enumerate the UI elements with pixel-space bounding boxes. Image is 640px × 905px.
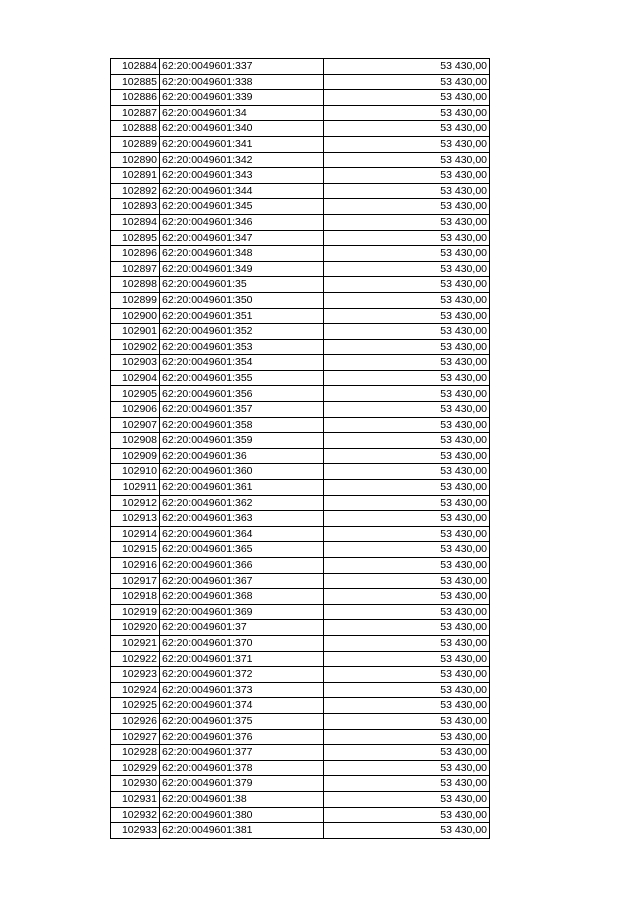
cadastral-number-cell: 62:20:0049601:38 [160,791,324,807]
table-row [111,370,490,386]
cadastral-number-cell: 62:20:0049601:370 [160,635,324,651]
value-cell: 53 430,00 [324,589,490,605]
table-row [111,417,490,433]
cadastral-number-cell: 62:20:0049601:338 [160,74,324,90]
value-cell: 53 430,00 [324,480,490,496]
cadastral-number-cell: 62:20:0049601:361 [160,480,324,496]
cadastral-number-cell: 62:20:0049601:381 [160,823,324,839]
value-cell: 53 430,00 [324,168,490,184]
value-cell: 53 430,00 [324,183,490,199]
table-row [111,729,490,745]
value-cell: 53 430,00 [324,433,490,449]
row-number-cell: 102890 [111,152,160,168]
cadastral-number-cell: 62:20:0049601:377 [160,745,324,761]
row-number-cell: 102919 [111,604,160,620]
row-number-cell: 102896 [111,246,160,262]
table-row [111,168,490,184]
value-cell: 53 430,00 [324,59,490,75]
row-number-cell: 102928 [111,745,160,761]
table-row [111,558,490,574]
table-row [111,542,490,558]
cadastral-number-cell: 62:20:0049601:358 [160,417,324,433]
row-number-cell: 102903 [111,355,160,371]
table-row [111,355,490,371]
table-row [111,277,490,293]
table-row [111,745,490,761]
row-number-cell: 102932 [111,807,160,823]
table-body [111,59,490,839]
value-cell: 53 430,00 [324,339,490,355]
table-row [111,448,490,464]
table-row [111,183,490,199]
value-cell: 53 430,00 [324,448,490,464]
value-cell: 53 430,00 [324,105,490,121]
value-cell: 53 430,00 [324,526,490,542]
value-cell: 53 430,00 [324,386,490,402]
row-number-cell: 102897 [111,261,160,277]
cadastral-number-cell: 62:20:0049601:373 [160,682,324,698]
row-number-cell: 102899 [111,292,160,308]
cadastral-number-cell: 62:20:0049601:364 [160,526,324,542]
value-cell: 53 430,00 [324,277,490,293]
table-row [111,339,490,355]
value-cell: 53 430,00 [324,308,490,324]
row-number-cell: 102923 [111,667,160,683]
cadastral-number-cell: 62:20:0049601:35 [160,277,324,293]
cadastral-number-cell: 62:20:0049601:366 [160,558,324,574]
table-row [111,59,490,75]
row-number-cell: 102918 [111,589,160,605]
table-row [111,199,490,215]
cadastral-number-cell: 62:20:0049601:362 [160,495,324,511]
cadastral-number-cell: 62:20:0049601:341 [160,136,324,152]
value-cell: 53 430,00 [324,729,490,745]
value-cell: 53 430,00 [324,807,490,823]
cadastral-number-cell: 62:20:0049601:344 [160,183,324,199]
row-number-cell: 102913 [111,511,160,527]
row-number-cell: 102891 [111,168,160,184]
value-cell: 53 430,00 [324,511,490,527]
value-cell: 53 430,00 [324,651,490,667]
value-cell: 53 430,00 [324,136,490,152]
row-number-cell: 102920 [111,620,160,636]
row-number-cell: 102894 [111,214,160,230]
cadastral-number-cell: 62:20:0049601:359 [160,433,324,449]
row-number-cell: 102898 [111,277,160,293]
row-number-cell: 102904 [111,370,160,386]
table-row [111,573,490,589]
value-cell: 53 430,00 [324,823,490,839]
cadastral-number-cell: 62:20:0049601:372 [160,667,324,683]
cadastral-number-cell: 62:20:0049601:369 [160,604,324,620]
value-cell: 53 430,00 [324,698,490,714]
value-cell: 53 430,00 [324,90,490,106]
cadastral-number-cell: 62:20:0049601:356 [160,386,324,402]
value-cell: 53 430,00 [324,791,490,807]
value-cell: 53 430,00 [324,745,490,761]
row-number-cell: 102929 [111,760,160,776]
value-cell: 53 430,00 [324,464,490,480]
value-cell: 53 430,00 [324,417,490,433]
row-number-cell: 102922 [111,651,160,667]
cadastral-number-cell: 62:20:0049601:368 [160,589,324,605]
row-number-cell: 102907 [111,417,160,433]
row-number-cell: 102885 [111,74,160,90]
value-cell: 53 430,00 [324,214,490,230]
row-number-cell: 102926 [111,713,160,729]
cadastral-number-cell: 62:20:0049601:367 [160,573,324,589]
value-cell: 53 430,00 [324,713,490,729]
table-row [111,246,490,262]
row-number-cell: 102911 [111,480,160,496]
table-row [111,433,490,449]
table-row [111,635,490,651]
table-row [111,136,490,152]
cadastral-number-cell: 62:20:0049601:37 [160,620,324,636]
table-row [111,791,490,807]
row-number-cell: 102893 [111,199,160,215]
value-cell: 53 430,00 [324,261,490,277]
cadastral-number-cell: 62:20:0049601:347 [160,230,324,246]
value-cell: 53 430,00 [324,542,490,558]
cadastral-number-cell: 62:20:0049601:343 [160,168,324,184]
table-row [111,74,490,90]
table-row [111,807,490,823]
table-row [111,121,490,137]
value-cell: 53 430,00 [324,760,490,776]
cadastral-number-cell: 62:20:0049601:363 [160,511,324,527]
value-cell: 53 430,00 [324,604,490,620]
value-cell: 53 430,00 [324,495,490,511]
row-number-cell: 102905 [111,386,160,402]
row-number-cell: 102909 [111,448,160,464]
row-number-cell: 102924 [111,682,160,698]
cadastral-number-cell: 62:20:0049601:354 [160,355,324,371]
row-number-cell: 102901 [111,324,160,340]
row-number-cell: 102886 [111,90,160,106]
cadastral-number-cell: 62:20:0049601:34 [160,105,324,121]
row-number-cell: 102895 [111,230,160,246]
value-cell: 53 430,00 [324,230,490,246]
table-row [111,292,490,308]
table-row [111,464,490,480]
value-cell: 53 430,00 [324,355,490,371]
row-number-cell: 102887 [111,105,160,121]
cadastral-number-cell: 62:20:0049601:371 [160,651,324,667]
cadastral-number-cell: 62:20:0049601:351 [160,308,324,324]
value-cell: 53 430,00 [324,199,490,215]
value-cell: 53 430,00 [324,246,490,262]
table-row [111,682,490,698]
row-number-cell: 102912 [111,495,160,511]
table-row [111,261,490,277]
cadastral-number-cell: 62:20:0049601:380 [160,807,324,823]
row-number-cell: 102930 [111,776,160,792]
value-cell: 53 430,00 [324,402,490,418]
value-cell: 53 430,00 [324,152,490,168]
table-row [111,589,490,605]
value-cell: 53 430,00 [324,324,490,340]
value-cell: 53 430,00 [324,620,490,636]
cadastral-number-cell: 62:20:0049601:348 [160,246,324,262]
cadastral-number-cell: 62:20:0049601:374 [160,698,324,714]
cadastral-number-cell: 62:20:0049601:365 [160,542,324,558]
cadastral-number-cell: 62:20:0049601:353 [160,339,324,355]
table-row [111,713,490,729]
table-row [111,667,490,683]
value-cell: 53 430,00 [324,667,490,683]
table-row [111,604,490,620]
cadastral-number-cell: 62:20:0049601:36 [160,448,324,464]
row-number-cell: 102914 [111,526,160,542]
cadastral-number-cell: 62:20:0049601:360 [160,464,324,480]
table-row [111,308,490,324]
cadastral-number-cell: 62:20:0049601:345 [160,199,324,215]
row-number-cell: 102908 [111,433,160,449]
row-number-cell: 102884 [111,59,160,75]
cadastral-number-cell: 62:20:0049601:352 [160,324,324,340]
table-row [111,230,490,246]
table-row [111,526,490,542]
table-row [111,324,490,340]
row-number-cell: 102902 [111,339,160,355]
row-number-cell: 102900 [111,308,160,324]
table-row [111,386,490,402]
cadastral-number-cell: 62:20:0049601:350 [160,292,324,308]
table-row [111,698,490,714]
table-row [111,152,490,168]
cadastral-number-cell: 62:20:0049601:339 [160,90,324,106]
value-cell: 53 430,00 [324,292,490,308]
row-number-cell: 102915 [111,542,160,558]
row-number-cell: 102906 [111,402,160,418]
data-table [110,58,490,839]
table-row [111,823,490,839]
cadastral-number-cell: 62:20:0049601:355 [160,370,324,386]
row-number-cell: 102892 [111,183,160,199]
row-number-cell: 102921 [111,635,160,651]
table-row [111,402,490,418]
cadastral-number-cell: 62:20:0049601:376 [160,729,324,745]
value-cell: 53 430,00 [324,573,490,589]
table-row [111,495,490,511]
cadastral-number-cell: 62:20:0049601:337 [160,59,324,75]
value-cell: 53 430,00 [324,635,490,651]
row-number-cell: 102931 [111,791,160,807]
table-row [111,105,490,121]
cadastral-number-cell: 62:20:0049601:349 [160,261,324,277]
value-cell: 53 430,00 [324,370,490,386]
value-cell: 53 430,00 [324,121,490,137]
value-cell: 53 430,00 [324,682,490,698]
row-number-cell: 102927 [111,729,160,745]
cadastral-number-cell: 62:20:0049601:346 [160,214,324,230]
cadastral-number-cell: 62:20:0049601:357 [160,402,324,418]
table-row [111,760,490,776]
table-row [111,651,490,667]
table-row [111,620,490,636]
table-row [111,776,490,792]
cadastral-number-cell: 62:20:0049601:340 [160,121,324,137]
value-cell: 53 430,00 [324,74,490,90]
table-row [111,90,490,106]
cadastral-number-cell: 62:20:0049601:379 [160,776,324,792]
table-row [111,214,490,230]
row-number-cell: 102889 [111,136,160,152]
cadastral-number-cell: 62:20:0049601:378 [160,760,324,776]
cadastral-number-cell: 62:20:0049601:342 [160,152,324,168]
cadastral-number-cell: 62:20:0049601:375 [160,713,324,729]
table-row [111,511,490,527]
row-number-cell: 102910 [111,464,160,480]
value-cell: 53 430,00 [324,558,490,574]
row-number-cell: 102925 [111,698,160,714]
table-row [111,480,490,496]
row-number-cell: 102933 [111,823,160,839]
value-cell: 53 430,00 [324,776,490,792]
row-number-cell: 102916 [111,558,160,574]
row-number-cell: 102888 [111,121,160,137]
row-number-cell: 102917 [111,573,160,589]
